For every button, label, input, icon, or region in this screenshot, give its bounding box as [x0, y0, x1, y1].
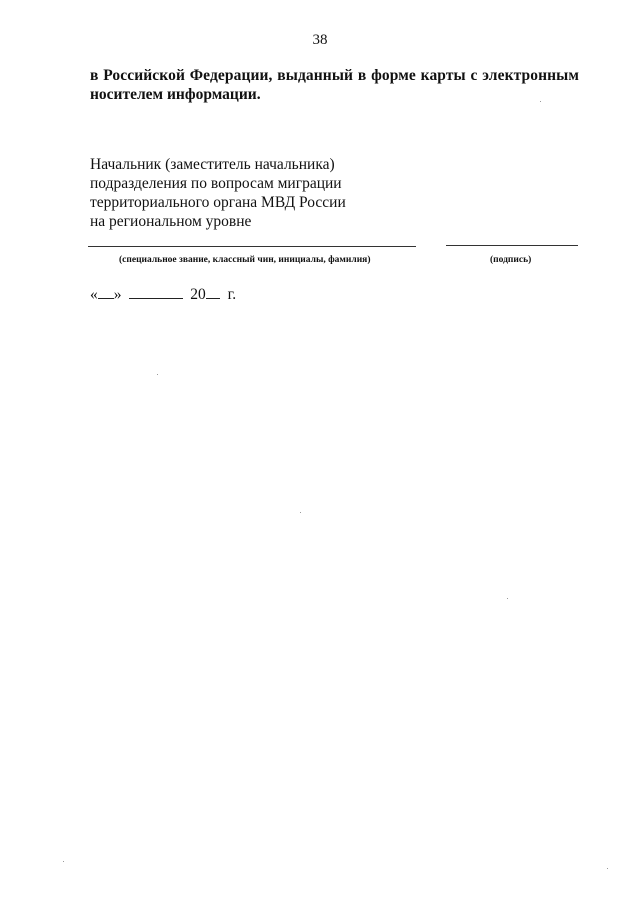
date-field — [90, 284, 236, 304]
signature-line — [446, 245, 578, 246]
scan-speck — [63, 861, 64, 862]
scan-speck — [157, 374, 158, 375]
continuation-paragraph — [90, 66, 579, 104]
day-blank — [98, 284, 114, 299]
year-century: 20 — [190, 286, 206, 303]
name-caption: (специальное звание, классный чин, инициалы, фамилия) — [119, 255, 371, 265]
year-suffix: г. — [227, 286, 237, 303]
continuation-line-1: в Российской Федерации, выданный в форме карты с электронным — [90, 67, 579, 84]
name-signature-line — [88, 246, 416, 247]
date-open-quote: « — [90, 286, 98, 303]
scan-speck — [607, 868, 608, 869]
scan-speck — [507, 598, 508, 599]
year-blank — [206, 284, 220, 299]
position-title — [90, 155, 346, 231]
position-title-line-2: подразделения по вопросам миграции — [90, 175, 342, 192]
position-title-line-4: на региональном уровне — [90, 213, 252, 230]
position-title-line-3: территориального органа МВД России — [90, 194, 346, 211]
scan-speck — [300, 512, 301, 513]
signature-caption: (подпись) — [490, 255, 532, 265]
month-blank — [129, 284, 183, 299]
continuation-line-2: носителем информации. — [90, 86, 261, 103]
position-title-line-1: Начальник (заместитель начальника) — [90, 156, 335, 173]
scan-speck — [540, 101, 541, 102]
date-close-quote: » — [113, 286, 122, 303]
page-number: 38 — [312, 32, 328, 48]
